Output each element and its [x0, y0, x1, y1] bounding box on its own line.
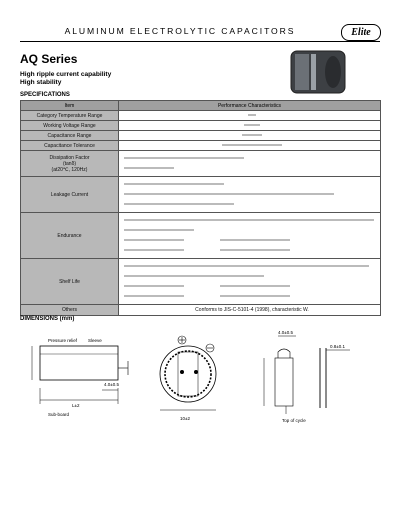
capacitor-photo [285, 47, 351, 97]
brand-logo: Elite [341, 24, 381, 41]
label-lead-length: 4.0±0.5 [104, 382, 119, 387]
perf-others: Conforms to JIS-C-5101-4 (1998), characteristic W. [119, 305, 381, 316]
side-view-drawing [32, 338, 128, 417]
item-capacitance-tolerance: Capacitance Tolerance [21, 141, 119, 151]
column-header-item: Item [21, 101, 119, 111]
label-pressure-relief: Pressure relief [48, 338, 78, 343]
label-lead-dimension: 4.0±0.5 [278, 330, 293, 335]
feature-line-2: High stability [20, 79, 62, 86]
perf-endurance [119, 213, 381, 259]
perf-dissipation-factor [119, 151, 381, 177]
label-lead-diameter: 0.8±0.1 [330, 344, 345, 349]
item-category-temperature: Category Temperature Range [21, 111, 119, 121]
dimension-drawings [20, 328, 380, 428]
item-dissipation-line-2: (tanδ) [62, 160, 77, 167]
label-length: L±2 [72, 403, 80, 408]
specifications-table [20, 100, 381, 316]
perf-leakage-current [119, 177, 381, 213]
item-dissipation-factor [21, 151, 119, 177]
item-capacitance-range: Capacitance Range [21, 131, 119, 141]
specifications-heading: SPECIFICATIONS [20, 92, 70, 98]
label-pitch: 10±2 [180, 416, 190, 421]
perf-category-temperature [119, 111, 381, 121]
lead-detail-drawing [264, 330, 350, 423]
label-sub-board: Sub-board [48, 412, 70, 417]
item-leakage-current: Leakage Current [21, 177, 119, 213]
dimensions-heading: DIMENSIONS (mm) [20, 316, 75, 322]
series-title: AQ Series [20, 52, 78, 66]
perf-capacitance-tolerance [119, 141, 381, 151]
item-working-voltage: Working Voltage Range [21, 121, 119, 131]
item-dissipation-line-3: (at20℃, 120Hz) [51, 166, 88, 173]
bottom-view-drawing [160, 336, 216, 421]
item-others: Others [21, 305, 119, 316]
item-dissipation-line-1: Dissipation Factor [49, 154, 90, 161]
perf-working-voltage [119, 121, 381, 131]
label-sleeve: Sleeve [88, 338, 102, 343]
header-divider [20, 41, 380, 42]
label-top-of-cycle: Top of cycle [282, 418, 306, 423]
item-endurance: Endurance [21, 213, 119, 259]
document-title: ALUMINUM ELECTROLYTIC CAPACITORS [64, 26, 296, 36]
item-shelf-life: Shelf Life [21, 259, 119, 305]
perf-shelf-life [119, 259, 381, 305]
feature-line-1: High ripple current capability [20, 71, 112, 78]
column-header-performance: Performance Characteristics [119, 101, 381, 111]
perf-capacitance-range [119, 131, 381, 141]
